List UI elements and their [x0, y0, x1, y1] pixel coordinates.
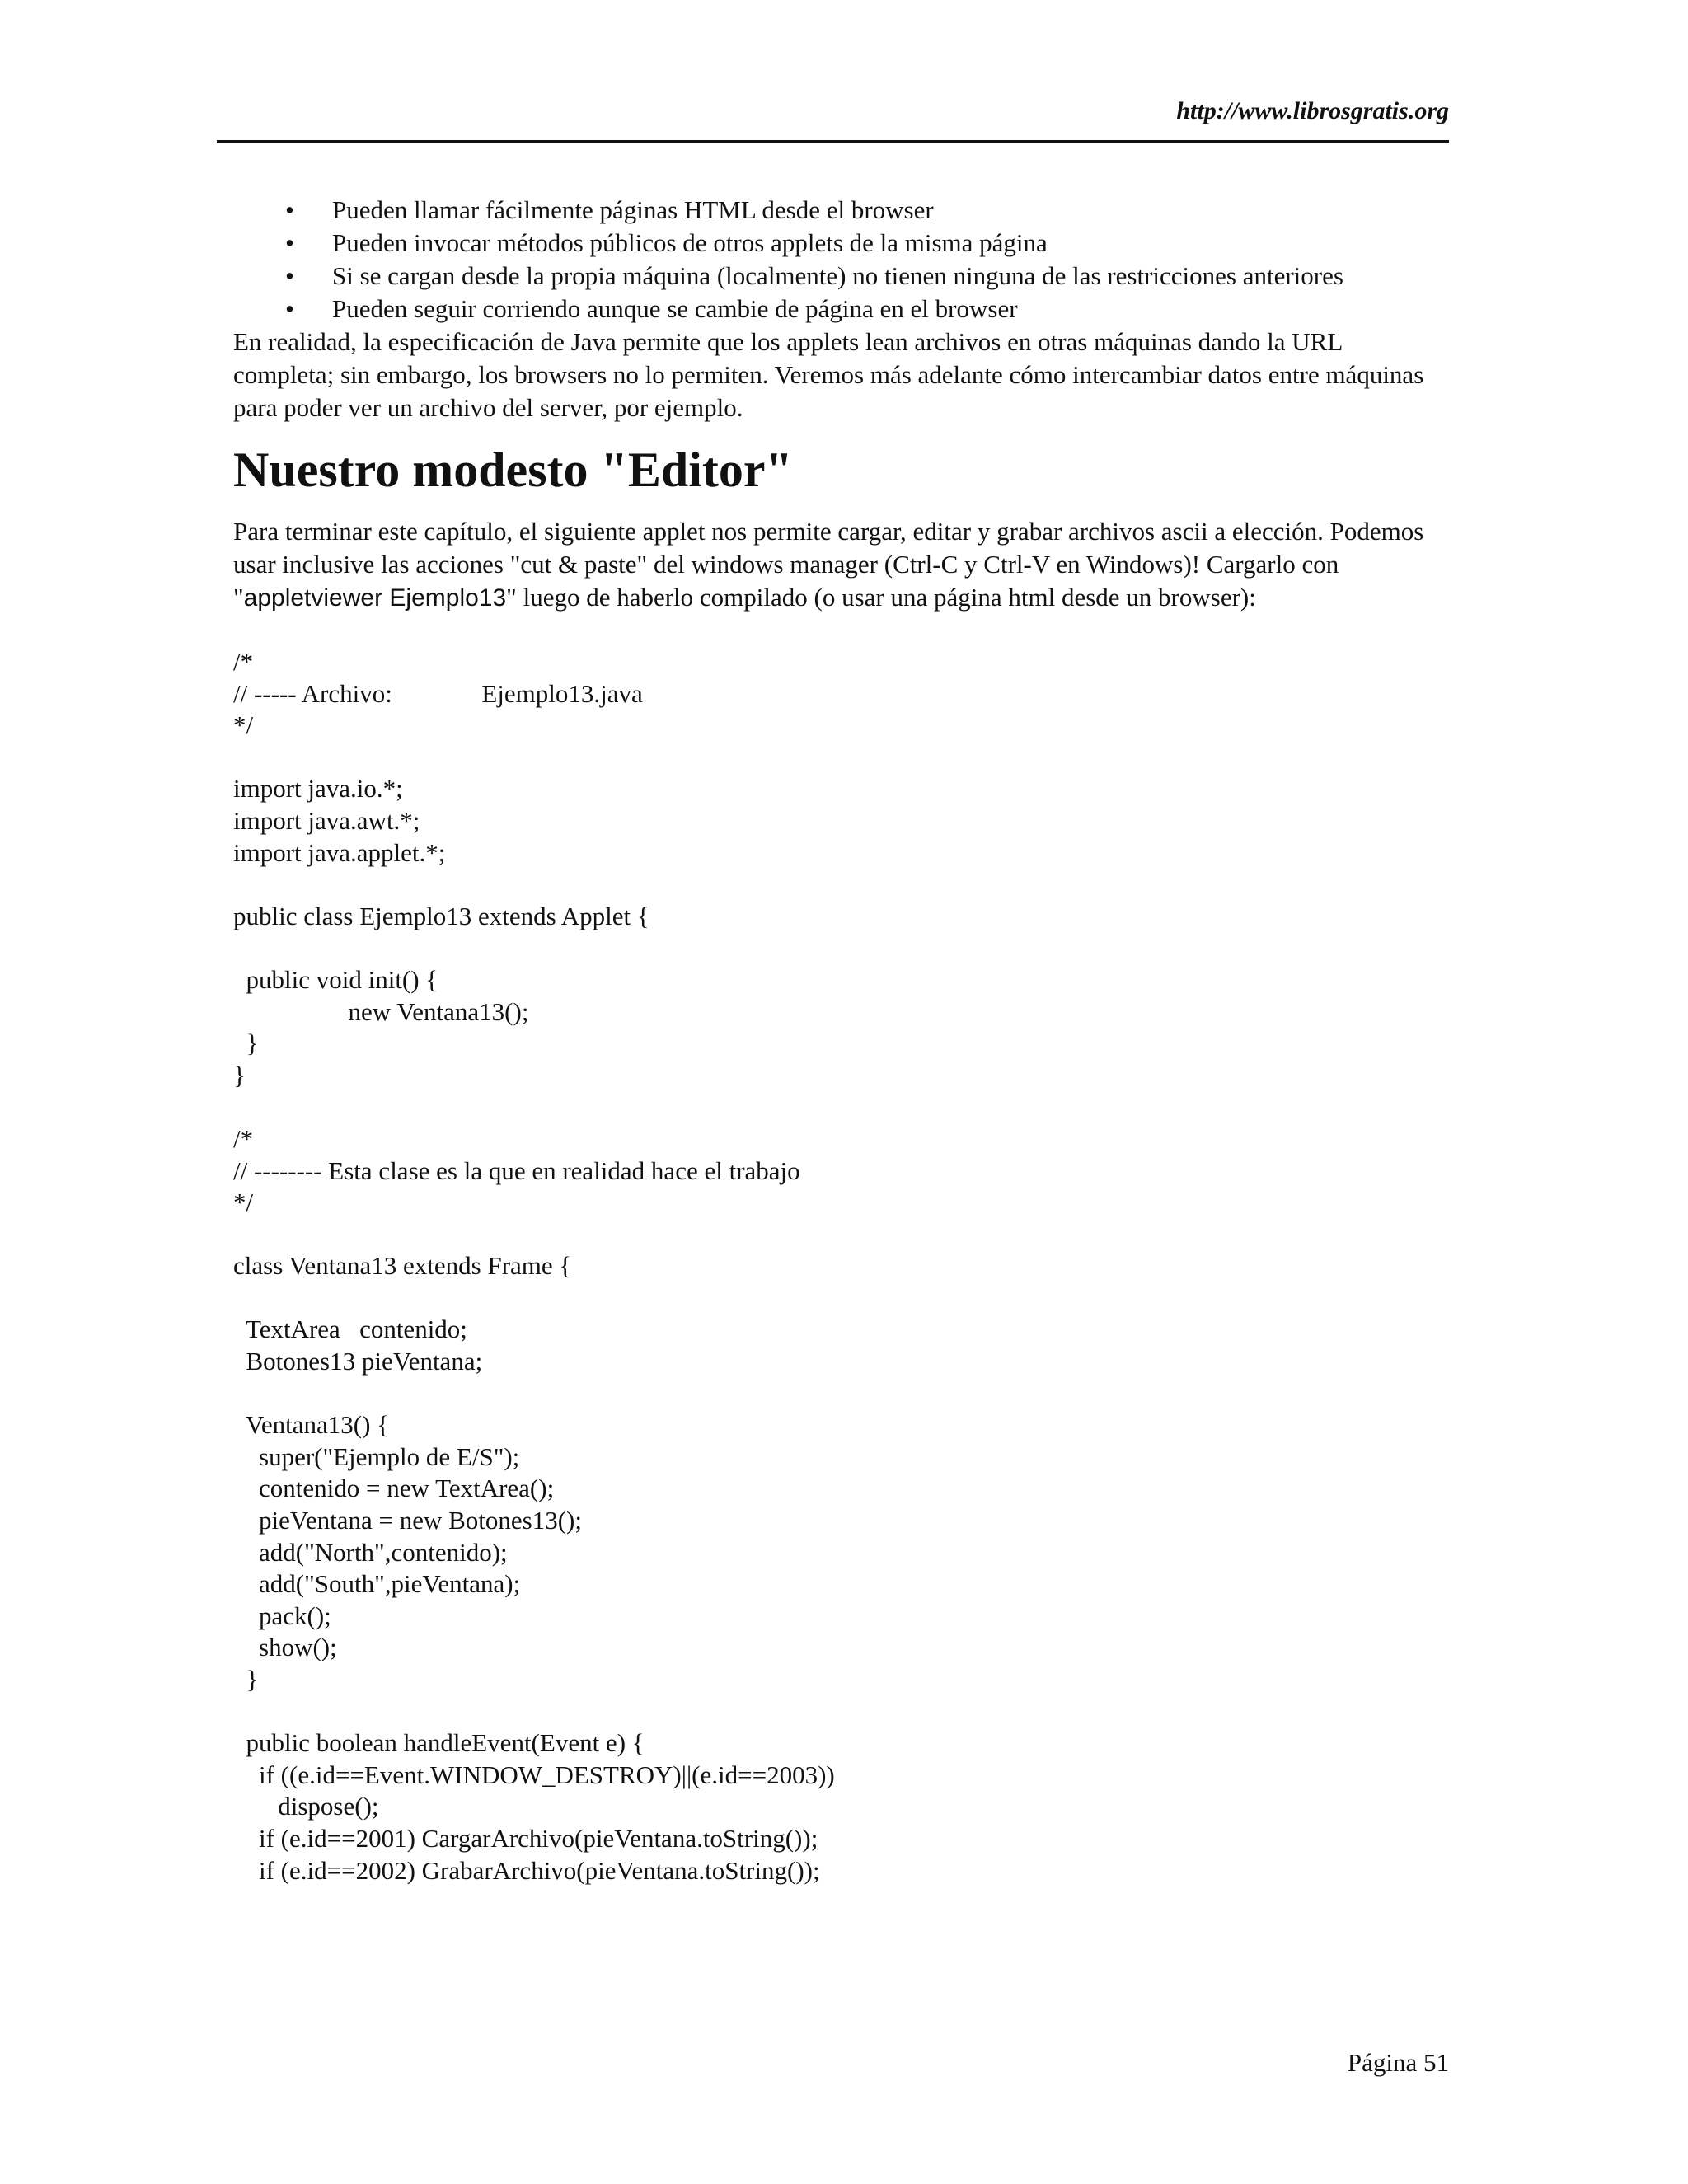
code-line: add("North",contenido); — [233, 1537, 508, 1567]
list-item — [233, 194, 1449, 227]
code-line: new Ventana13(); — [233, 996, 529, 1026]
code-line: if (e.id==2001) CargarArchivo(pieVentana.toString()); — [233, 1823, 818, 1853]
bullet-text: Pueden seguir corriendo aunque se cambie de página en el browser — [332, 294, 1018, 323]
page-content — [233, 194, 1449, 1886]
code-line: super("Ejemplo de E/S"); — [233, 1441, 520, 1471]
code-line: } — [233, 1029, 259, 1058]
list-item — [233, 293, 1449, 326]
code-line: public boolean handleEvent(Event e) { — [233, 1728, 645, 1758]
code-line: dispose(); — [233, 1792, 379, 1821]
section-title: Nuestro modesto "Editor" — [233, 443, 793, 497]
code-line: } — [233, 1665, 259, 1694]
code-line — [233, 869, 1449, 901]
code-line — [233, 1696, 1449, 1728]
bullet-text: Si se cargan desde la propia máquina (localmente) no tienen ninguna de las restricciones anteriores — [332, 261, 1343, 290]
code-line: class Ventana13 extends Frame { — [233, 1251, 572, 1281]
bullet-text: Pueden invocar métodos públicos de otros applets de la misma página — [332, 228, 1048, 257]
list-item — [233, 227, 1449, 260]
bullet-icon: • — [285, 294, 294, 323]
bullet-text: Pueden llamar fácilmente páginas HTML desde el browser — [332, 195, 934, 224]
code-line — [233, 1219, 1449, 1251]
code-line — [233, 1378, 1449, 1410]
page-number: Página 51 — [1347, 2048, 1449, 2077]
code-line: TextArea contenido; — [233, 1315, 467, 1344]
code-line — [233, 932, 1449, 964]
code-line: } — [233, 1060, 246, 1090]
code-line: show(); — [233, 1633, 337, 1662]
code-line: Botones13 pieVentana; — [233, 1347, 483, 1376]
page-header — [217, 91, 1449, 143]
intro-paragraph: En realidad, la especificación de Java permite que los applets lean archivos en otras máquinas dando la URL completa; sin embargo, los browsers no lo permiten. Veremos más adelante cómo intercambiar datos entre máquinas para poder ver un archivo del server, por ejemplo. — [233, 327, 1424, 422]
section-paragraph-text: Para terminar este capítulo, el siguiente applet nos permite cargar, editar y grabar archivos ascii a elección. Podemos usar inclusive las acciones "cut & paste" del windows manager (Ctrl-C y Ctrl-V en Windows)! Cargarlo con " — [233, 517, 1424, 612]
code-line: */ — [233, 1188, 254, 1217]
list-item — [233, 260, 1449, 293]
bullet-list — [233, 194, 1449, 326]
code-line: /* — [233, 1123, 254, 1153]
code-line: import java.io.*; — [233, 774, 403, 804]
code-line: pieVentana = new Botones13(); — [233, 1506, 582, 1535]
bullet-icon: • — [285, 228, 294, 257]
code-line: import java.awt.*; — [233, 805, 420, 835]
code-line: pack(); — [233, 1601, 331, 1630]
code-line: contenido = new TextArea(); — [233, 1474, 555, 1503]
code-line: if (e.id==2002) GrabarArchivo(pieVentana.toString()); — [233, 1855, 820, 1885]
code-line: public class Ejemplo13 extends Applet { — [233, 901, 649, 930]
code-line: Ventana13() { — [233, 1410, 390, 1440]
bullet-icon: • — [285, 195, 294, 224]
header-url: http://www.librosgratis.org — [1176, 97, 1449, 124]
code-line: /* — [233, 647, 254, 676]
code-line: public void init() { — [233, 964, 438, 994]
code-line — [233, 1091, 1449, 1123]
code-line: import java.applet.*; — [233, 837, 446, 867]
code-line: */ — [233, 710, 254, 740]
code-listing — [233, 646, 1449, 1886]
code-line: if ((e.id==Event.WINDOW_DESTROY)||(e.id==2003)) — [233, 1760, 835, 1789]
code-line — [233, 1282, 1449, 1315]
code-line: // ----- Archivo: Ejemplo13.java — [233, 678, 643, 708]
code-line: // -------- Esta clase es la que en realidad hace el trabajo — [233, 1155, 800, 1185]
bullet-icon: • — [285, 261, 294, 290]
code-line: add("South",pieVentana); — [233, 1569, 521, 1599]
section-paragraph — [233, 515, 1449, 615]
command-text: appletviewer Ejemplo13 — [243, 584, 507, 612]
section-paragraph-text: " luego de haberlo compilado (o usar una página html desde un browser): — [506, 583, 1256, 612]
code-line — [233, 742, 1449, 774]
